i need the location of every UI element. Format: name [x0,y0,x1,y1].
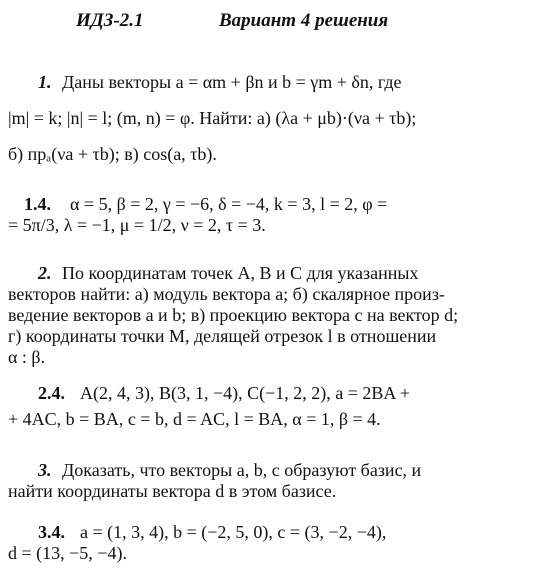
task-2-line-3: ведение векторов a и b; в) проекцию вектора c на вектор d; [8,305,459,325]
task-1-number: 1. [38,72,52,92]
task-2-line-2: векторов найти: а) модуль вектора a; б) скалярное произ- [8,284,445,304]
task-2-line-4: г) координаты точки M, делящей отрезок l в отношении [8,326,437,346]
task-1-line-2: |m| = k; |n| = l; (m, n) = φ. Найти: а) (λa + μb)·(νa + τb); [8,108,417,128]
variant-2-4-line-1: A(2, 4, 3), B(3, 1, −4), C(−1, 2, 2), a = 2BA + [80,383,411,403]
variant-3-4-line-1: a = (1, 3, 4), b = (−2, 5, 0), c = (3, −2, −4), [80,522,387,542]
task-1-line-3: б) прₐ(νa + τb); в) cos(a, τb). [8,144,217,164]
variant-2-4-number: 2.4. [38,383,65,403]
variant-1-4-line-2: = 5π/3, λ = −1, μ = 1/2, ν = 2, τ = 3. [8,215,266,235]
variant-1-4-line-1: α = 5, β = 2, γ = −6, δ = −4, k = 3, l = 2, φ = [70,194,388,214]
task-3-line-2: найти координаты вектора d в этом базисе. [8,481,337,501]
variant-title: Вариант 4 решения [219,10,389,31]
task-3-line-1: Доказать, что векторы a, b, c образуют базис, и [62,460,422,480]
variant-3-4-number: 3.4. [38,522,65,542]
variant-3-4-line-2: d = (13, −5, −4). [8,543,127,563]
task-2-number: 2. [38,263,52,283]
task-3-number: 3. [38,460,52,480]
task-2-line-1: По координатам точек A, B и C для указанных [62,263,419,283]
variant-1-4-number: 1.4. [24,194,51,214]
variant-2-4-line-2: + 4AC, b = BA, c = b, d = AC, l = BA, α = 1, β = 4. [8,409,381,429]
doc-id: ИДЗ-2.1 [76,10,144,31]
task-2-line-5: α : β. [8,347,46,367]
task-1-line-1: Даны векторы a = αm + βn и b = γm + δn, где [62,72,402,92]
